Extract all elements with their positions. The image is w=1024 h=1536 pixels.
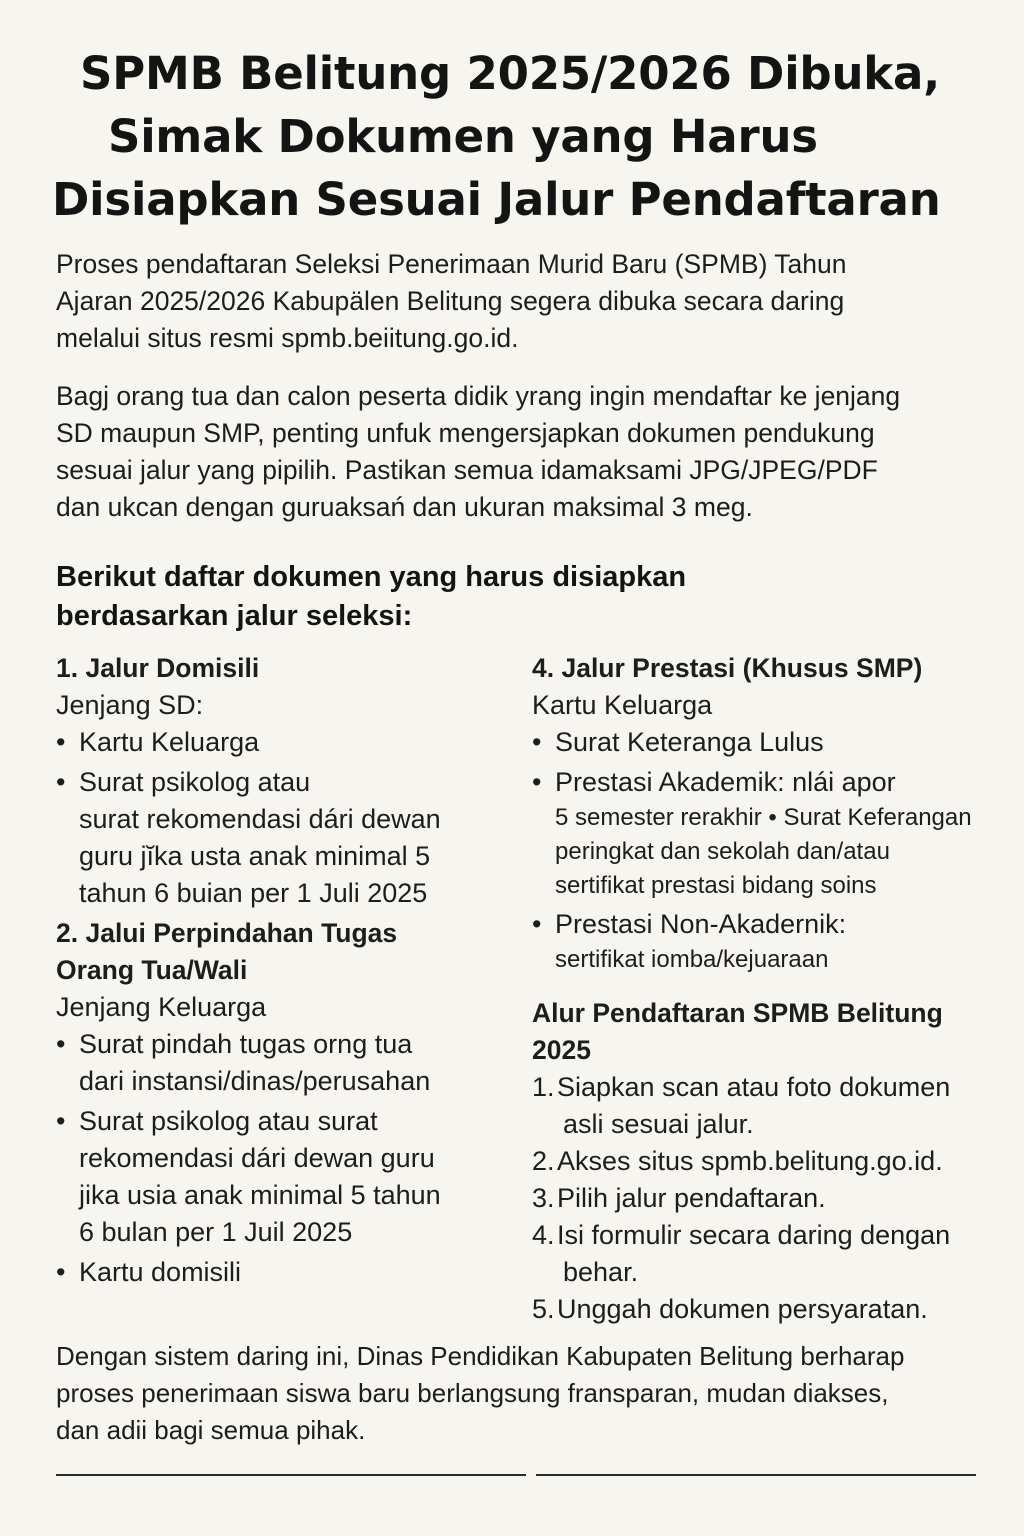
step-line: Pilih jalur pendaftaran. — [557, 1183, 826, 1213]
list-item — [56, 724, 496, 761]
list-item-line: Surat pindah tugas orng tua — [79, 1029, 413, 1059]
step-number: 3. — [532, 1183, 555, 1213]
heading-line: Alur Pendaftaran SPMB Belitung — [532, 998, 943, 1028]
paragraph-line: melalui situs resmi spmb.beiitung.go.id. — [56, 323, 519, 353]
list-item-line: Surat Keteranga Lulus — [555, 727, 824, 757]
closing-paragraph — [56, 1338, 986, 1449]
list-item-line: dari instansi/dinas/perusahan — [79, 1066, 431, 1096]
bullet-icon: • — [532, 767, 542, 797]
jalur-prestasi-list — [532, 724, 982, 977]
title-line: Simak Dokumen yang Harus — [108, 110, 818, 163]
paragraph-line: sesuai jalur yang pipilih. Pastikan semua idamaksami JPG/JPEG/PDF — [56, 455, 878, 485]
step-line: asli sesuai jalur. — [563, 1109, 754, 1139]
jalur-domisili-section — [56, 650, 496, 912]
list-item-line: sertifikat prestasi bidang soins — [555, 872, 877, 899]
step-item — [532, 1180, 982, 1217]
heading-line: Orang Tua/Wali — [56, 955, 248, 985]
step-number: 2. — [532, 1146, 555, 1176]
jalur-domisili-list — [56, 724, 496, 912]
jalur-prestasi-heading: 4. Jalur Prestasi (Khusus SMP) — [532, 653, 923, 683]
step-item — [532, 1143, 982, 1180]
bullet-icon: • — [56, 727, 66, 757]
paragraph-line: dan ukcan dengan guruaksań dan ukuran maksimal 3 meg. — [56, 492, 753, 522]
step-number: 1. — [532, 1072, 555, 1102]
paragraph-line: Dengan sistem daring ini, Dinas Pendidikan Kabupaten Belitung berharap — [56, 1341, 905, 1371]
jalur-perpindahan-heading — [56, 915, 496, 989]
list-item — [532, 764, 982, 903]
jalur-prestasi-first-line: Kartu Keluarga — [532, 690, 713, 720]
jalur-domisili-heading: 1. Jalur Domisili — [56, 653, 260, 683]
footer-divider-left — [56, 1474, 526, 1476]
document-list-heading — [56, 558, 686, 636]
list-item-line: Prestasi Akademik: nlái apor — [555, 767, 896, 797]
list-item — [56, 1026, 496, 1100]
list-item-line: sertifikat iomba/kejuaraan — [555, 946, 829, 973]
jalur-perpindahan-level: Jenjang Keluarga — [56, 992, 267, 1022]
paragraph-line: Proses pendaftaran Seleksi Penerimaan Murid Baru (SPMB) Tahun — [56, 249, 847, 279]
left-column — [56, 650, 496, 1294]
list-item-line: guru jĭka usta anak minimal 5 — [79, 841, 431, 871]
bullet-icon: • — [532, 727, 542, 757]
step-line: Akses situs spmb.belitung.go.id. — [557, 1146, 943, 1176]
jalur-perpindahan-list — [56, 1026, 496, 1291]
step-line: Unggah dokumen persyaratan. — [557, 1294, 928, 1324]
step-item — [532, 1069, 982, 1143]
list-item-line: 5 semester rerakhir • Surat Keferangan — [555, 804, 972, 831]
jalur-domisili-level: Jenjang SD: — [56, 690, 204, 720]
heading-line: 2. Jalui Perpindahan Tugas — [56, 918, 398, 948]
paragraph-line: Ajaran 2025/2026 Kabupälen Belitung segera dibuka secara daring — [56, 286, 845, 316]
step-item — [532, 1291, 982, 1328]
bullet-icon: • — [532, 909, 542, 939]
list-item-line: peringkat dan sekolah dan/atau — [555, 838, 890, 865]
list-item-line: Surat psikolog atau — [79, 767, 311, 797]
jalur-prestasi-section — [532, 650, 982, 977]
alur-pendaftaran-heading — [532, 995, 982, 1069]
title-line: SPMB Belitung 2025/2026 Dibuka, — [80, 47, 941, 100]
step-line: behar. — [563, 1257, 639, 1287]
bullet-icon: • — [56, 1029, 66, 1059]
step-number: 5. — [532, 1294, 555, 1324]
alur-pendaftaran-section — [532, 995, 982, 1328]
list-item-line: surat rekomendasi dári dewan — [79, 804, 441, 834]
paragraph-line: dan adii bagi semua pihak. — [56, 1415, 366, 1445]
title-line: Disiapkan Sesuai Jalur Pendaftaran — [52, 173, 941, 226]
paragraph-line: SD maupun SMP, penting unfuk mengersjapkan dokumen pendukung — [56, 418, 875, 448]
list-item — [56, 764, 496, 912]
step-line: Siapkan scan atau foto dokumen — [557, 1072, 951, 1102]
list-item-line: Kartu domisili — [79, 1257, 242, 1287]
bullet-icon: • — [56, 767, 66, 797]
list-item-line: Kartu Keluarga — [79, 727, 260, 757]
paragraph-line: Bagj orang tua dan calon peserta didik yrang ingin mendaftar ke jenjang — [56, 381, 901, 411]
paragraph-line: proses penerimaan siswa baru berlangsung fransparan, mudan diakses, — [56, 1378, 889, 1408]
article-title — [40, 42, 984, 231]
alur-pendaftaran-steps — [532, 1069, 982, 1328]
list-item — [56, 1103, 496, 1251]
list-item — [532, 906, 982, 977]
bullet-icon: • — [56, 1257, 66, 1287]
list-item — [532, 724, 982, 761]
list-item-line: rekomendasi dári dewan guru — [79, 1143, 435, 1173]
step-item — [532, 1217, 982, 1291]
bullet-icon: • — [56, 1106, 66, 1136]
list-item-line: Surat psikolog atau surat — [79, 1106, 378, 1136]
list-item-line: 6 bulan per 1 Juil 2025 — [79, 1217, 353, 1247]
list-item-line: Prestasi Non-Akadernik: — [555, 909, 847, 939]
list-item — [56, 1254, 496, 1291]
list-item-line: jika usia anak minimal 5 tahun — [79, 1180, 441, 1210]
heading-line: 2025 — [532, 1035, 591, 1065]
jalur-perpindahan-section — [56, 915, 496, 1291]
footer-divider-right — [536, 1474, 976, 1476]
list-item-line: tahun 6 buian per 1 Juli 2025 — [79, 878, 428, 908]
heading-line: berdasarkan jalur seleksi: — [56, 600, 413, 632]
intro-paragraph — [56, 246, 976, 357]
step-number: 4. — [532, 1220, 555, 1250]
step-line: Isi formulir secara daring dengan — [557, 1220, 951, 1250]
right-column — [532, 650, 982, 1328]
heading-line: Berikut daftar dokumen yang harus disiapkan — [56, 561, 687, 593]
guidance-paragraph — [56, 378, 976, 526]
